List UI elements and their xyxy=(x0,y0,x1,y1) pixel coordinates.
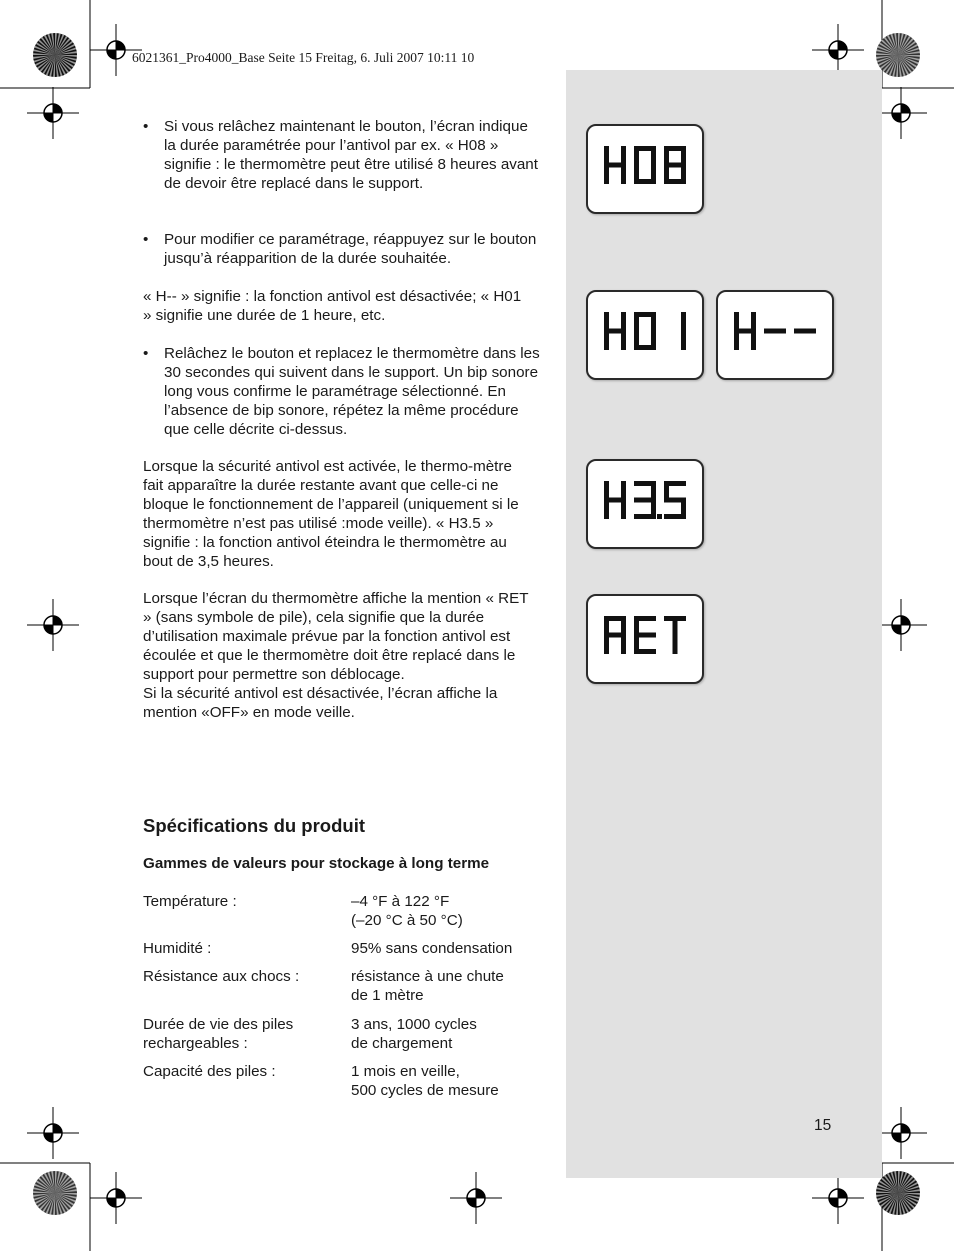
bullet-item xyxy=(143,344,543,439)
registration-mark xyxy=(892,1133,901,1142)
lcd-segment xyxy=(621,500,626,519)
spec-value: 1 mois en veille, 500 cycles de mesure xyxy=(351,1063,499,1099)
registration-mark xyxy=(53,1124,62,1133)
registration-mark xyxy=(107,50,116,59)
registration-mark xyxy=(829,1198,838,1207)
registration-mark xyxy=(892,625,901,634)
spec-label: Humidité : xyxy=(143,940,212,957)
lcd-hdash-glyphs xyxy=(718,292,832,378)
registration-mark xyxy=(116,1189,125,1198)
lcd-segment xyxy=(634,514,656,519)
registration-mark xyxy=(53,616,62,625)
bullet-dot: • xyxy=(143,231,149,248)
lcd-segment xyxy=(604,165,609,184)
lcd-segment xyxy=(621,146,626,165)
lcd-segment xyxy=(621,165,626,184)
lcd-ret-glyphs xyxy=(588,596,702,682)
lcd-segment xyxy=(664,146,669,165)
paragraph: « H-- » signifie : la fonction antivol est désactivée; « H01 » signifie une durée de 1 heure, etc. xyxy=(143,288,522,324)
registration-mark xyxy=(838,41,847,50)
lcd-segment xyxy=(764,329,786,334)
lcd-segment xyxy=(621,635,626,654)
lcd-segment xyxy=(681,146,686,165)
lcd-segment xyxy=(734,329,756,334)
registration-mark xyxy=(44,625,53,634)
lcd-display-h-dash xyxy=(716,290,834,380)
bullet-item xyxy=(143,230,543,268)
lcd-segment xyxy=(734,331,739,350)
lcd-h35-glyphs xyxy=(588,461,702,547)
lcd-segment xyxy=(604,146,609,165)
registration-mark xyxy=(901,104,910,113)
lcd-segment xyxy=(604,498,626,503)
paragraph: Lorsque l’écran du thermomètre affiche la mention « RET » (sans symbole de pile), cela signifie que la durée d’utilisation maximale prévue par la fonction antivol est écoulée et que le thermomètre doit être replacé dans le support pour permettre son déblocage. Si la sécurité antivol est désactivée, l’écran affiche la mention «OFF» en mode veille. xyxy=(143,590,529,721)
lcd-segment xyxy=(634,312,639,331)
lcd-segment xyxy=(634,331,639,350)
page-number: 15 xyxy=(814,1117,832,1134)
spec-label: Capacité des piles : xyxy=(143,1063,276,1080)
lcd-segment xyxy=(604,616,609,635)
lcd-segment xyxy=(634,616,639,635)
lcd-segment xyxy=(664,498,686,503)
lcd-segment xyxy=(634,146,639,165)
lcd-segment xyxy=(604,329,626,334)
registration-mark xyxy=(838,1189,847,1198)
spec-label: Durée de vie des piles rechargeables : xyxy=(143,1016,294,1052)
lcd-segment xyxy=(604,163,626,168)
registration-mark xyxy=(44,1133,53,1142)
lcd-segment xyxy=(681,331,686,350)
registration-mark xyxy=(116,41,125,50)
lcd-segment xyxy=(621,481,626,500)
lcd-segment xyxy=(634,498,656,503)
lcd-segment xyxy=(604,481,609,500)
registration-mark xyxy=(892,113,901,122)
spec-value: 95% sans condensation xyxy=(351,940,513,957)
lcd-segment xyxy=(604,312,609,331)
section-subtitle: Gammes de valeurs pour stockage à long terme xyxy=(143,855,490,872)
lcd-h01-glyphs xyxy=(588,292,702,378)
registration-mark xyxy=(829,50,838,59)
lcd-decimal-point xyxy=(657,514,662,519)
lcd-segment xyxy=(751,331,756,350)
registration-mark xyxy=(53,104,62,113)
lcd-segment xyxy=(664,481,669,500)
registration-mark xyxy=(107,1198,116,1207)
registration-mark xyxy=(467,1198,476,1207)
lcd-segment xyxy=(604,633,626,638)
bullet-item xyxy=(143,117,543,193)
lcd-segment xyxy=(621,616,626,635)
bullet-text: Si vous relâchez maintenant le bouton, l’écran indique la durée paramétrée pour l’antivol par ex. « H08 » signifie : le thermomètre peut être utilisé 8 heures avant de devoir être replacé dans le support. xyxy=(164,118,538,192)
registration-mark xyxy=(44,113,53,122)
lcd-segment xyxy=(664,514,686,519)
registration-mark xyxy=(476,1189,485,1198)
paragraph: Lorsque la sécurité antivol est activée, le thermo-mètre fait apparaître la durée restante avant que celle-ci ne bloque le fonctionnement de l’appareil (uniquement si le thermomètre n’est pas utilisé :mode veille). « H3.5 » signifie : la fonction antivol éteindra le thermomètre au bout de 3,5 heures. xyxy=(143,458,519,570)
lcd-display-h01 xyxy=(586,290,704,380)
lcd-segment xyxy=(681,312,686,331)
lcd-segment xyxy=(634,635,639,654)
lcd-segment xyxy=(794,329,816,334)
lcd-display-ret xyxy=(586,594,704,684)
lcd-display-h08 xyxy=(586,124,704,214)
lcd-segment xyxy=(634,633,656,638)
lcd-segment xyxy=(673,616,678,654)
bullet-dot: • xyxy=(143,345,149,362)
bullet-text: Pour modifier ce paramétrage, réappuyez sur le bouton jusqu’à réapparition de la durée souhaitée. xyxy=(164,231,537,267)
lcd-segment xyxy=(651,481,656,500)
lcd-segment xyxy=(604,500,609,519)
lcd-display-h35 xyxy=(586,459,704,549)
spec-value: 3 ans, 1000 cycles de chargement xyxy=(351,1016,477,1052)
lcd-segment xyxy=(651,146,656,165)
lcd-segment xyxy=(604,331,609,350)
lcd-segment xyxy=(621,331,626,350)
spec-value: résistance à une chute de 1 mètre xyxy=(351,968,504,1004)
section-title: Spécifications du produit xyxy=(143,815,366,836)
print-header: 6021361_Pro4000_Base Seite 15 Freitag, 6. Juli 2007 10:11 10 xyxy=(132,50,475,65)
lcd-segment xyxy=(751,312,756,331)
bullet-text: Relâchez le bouton et replacez le thermomètre dans les 30 secondes qui suivent dans le support. Un bip sonore long vous confirme le paramétrage sélectionné. En l’absence de bip sonore, répétez la même procédure que celle décrite ci-dessus. xyxy=(164,345,540,438)
lcd-segment xyxy=(651,312,656,331)
lcd-segment xyxy=(634,165,639,184)
lcd-segment xyxy=(621,312,626,331)
spec-label: Température : xyxy=(143,893,237,910)
bullet-dot: • xyxy=(143,118,149,135)
lcd-segment xyxy=(604,635,609,654)
lcd-segment xyxy=(664,165,669,184)
spec-label: Résistance aux chocs : xyxy=(143,968,300,985)
lcd-segment xyxy=(664,163,686,168)
registration-mark xyxy=(901,616,910,625)
lcd-h08-glyphs xyxy=(588,126,702,212)
registration-mark xyxy=(901,1124,910,1133)
lcd-segment xyxy=(734,312,739,331)
spec-value: –4 °F à 122 °F (–20 °C à 50 °C) xyxy=(351,893,463,929)
